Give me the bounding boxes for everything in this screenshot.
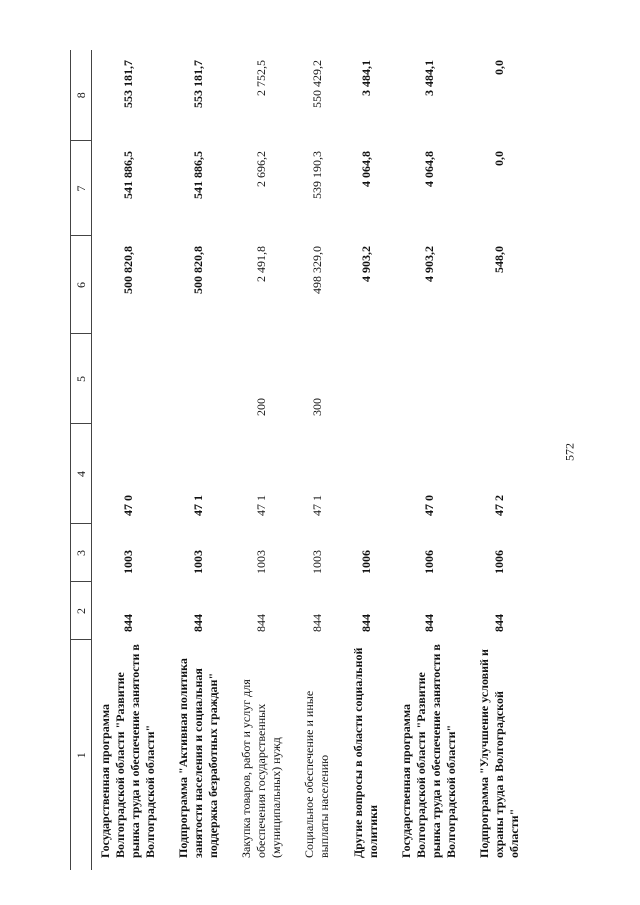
table-row xyxy=(344,50,393,870)
cell-section-code: 1006 xyxy=(421,550,436,574)
cell-target-code: 47 0 xyxy=(120,495,135,516)
cell-target-code: 47 1 xyxy=(190,495,205,516)
cell-ministry-code: 844 xyxy=(421,614,436,632)
cell-amount-6: 4 903,2 xyxy=(358,246,373,282)
row-name: Подпрограмма "Улучшение условий и охраны труда в Волгоградской области" xyxy=(476,649,521,858)
cell-amount-7: 2 696,2 xyxy=(253,151,268,187)
cell-ministry-code: 844 xyxy=(491,614,506,632)
cell-ministry-code: 844 xyxy=(309,614,324,632)
cell-section-code: 1003 xyxy=(309,550,324,574)
column-header: 3 xyxy=(71,524,92,582)
column-header: 8 xyxy=(71,50,92,141)
row-name: Государственная программа Волгоградской области "Развитие рынка труда и обеспечение занятости в Волгоградской области" xyxy=(98,644,157,858)
table-row xyxy=(169,50,232,870)
table-row xyxy=(393,50,470,870)
cell-section-code: 1003 xyxy=(253,550,268,574)
cell-section-code: 1006 xyxy=(491,550,506,574)
cell-amount-7: 541 886,5 xyxy=(120,151,135,199)
cell-amount-6: 4 903,2 xyxy=(421,246,436,282)
row-name: Государственная программа Волгоградской области "Развитие рынка труда и обеспечение занятости в Волгоградской области" xyxy=(399,644,458,858)
cell-target-code: 47 1 xyxy=(253,495,268,516)
column-header: 2 xyxy=(71,582,92,640)
cell-target-code xyxy=(344,424,393,524)
cell-target-code: 47 1 xyxy=(309,495,324,516)
row-name: Подпрограмма "Активная политика занятости населения и социальная поддержка безработных граждан" xyxy=(175,658,220,858)
cell-amount-6: 548,0 xyxy=(491,246,506,273)
cell-amount-6: 498 329,0 xyxy=(309,246,324,294)
row-name: Закупка товаров, работ и услуг для обеспечения государственных (муниципальных) нужд xyxy=(238,679,283,858)
cell-ministry-code: 844 xyxy=(253,614,268,632)
cell-expense-type xyxy=(169,334,232,424)
cell-section-code: 1003 xyxy=(120,550,135,574)
budget-table xyxy=(70,50,533,870)
row-name: Другие вопросы в области социальной политики xyxy=(351,647,380,858)
cell-ministry-code: 844 xyxy=(120,614,135,632)
cell-amount-7: 4 064,8 xyxy=(421,151,436,187)
cell-amount-8: 553 181,7 xyxy=(120,60,135,108)
cell-expense-type xyxy=(344,334,393,424)
table-row xyxy=(232,50,295,870)
cell-ministry-code: 844 xyxy=(358,614,373,632)
cell-target-code: 47 0 xyxy=(421,495,436,516)
cell-section-code: 1003 xyxy=(190,550,205,574)
cell-ministry-code: 844 xyxy=(190,614,205,632)
rotated-page xyxy=(70,20,630,870)
row-name: Социальное обеспечение и иные выплаты населению xyxy=(302,690,331,858)
cell-amount-8: 550 429,2 xyxy=(309,60,324,108)
cell-amount-8: 0,0 xyxy=(491,60,506,75)
cell-amount-6: 2 491,8 xyxy=(253,246,268,282)
cell-amount-7: 541 886,5 xyxy=(190,151,205,199)
column-header: 5 xyxy=(71,334,92,424)
cell-amount-7: 539 190,3 xyxy=(309,151,324,199)
cell-amount-6: 500 820,8 xyxy=(190,246,205,294)
cell-amount-7: 0,0 xyxy=(491,151,506,166)
cell-amount-8: 2 752,5 xyxy=(253,60,268,96)
cell-expense-type xyxy=(470,334,533,424)
cell-expense-type: 200 xyxy=(253,398,268,416)
cell-amount-8: 3 484,1 xyxy=(421,60,436,96)
table-header-row xyxy=(71,50,92,870)
column-header: 1 xyxy=(71,640,92,870)
column-header: 7 xyxy=(71,141,92,236)
cell-amount-8: 3 484,1 xyxy=(358,60,373,96)
cell-expense-type xyxy=(393,334,470,424)
page-number: 572 xyxy=(562,443,577,461)
table-row xyxy=(470,50,533,870)
cell-amount-7: 4 064,8 xyxy=(358,151,373,187)
cell-expense-type: 300 xyxy=(309,398,324,416)
cell-expense-type xyxy=(92,334,169,424)
cell-amount-6: 500 820,8 xyxy=(120,246,135,294)
cell-target-code: 47 2 xyxy=(491,495,506,516)
table-row xyxy=(295,50,344,870)
column-header: 4 xyxy=(71,424,92,524)
cell-amount-8: 553 181,7 xyxy=(190,60,205,108)
cell-section-code: 1006 xyxy=(358,550,373,574)
column-header: 6 xyxy=(71,236,92,334)
table-row xyxy=(92,50,169,870)
